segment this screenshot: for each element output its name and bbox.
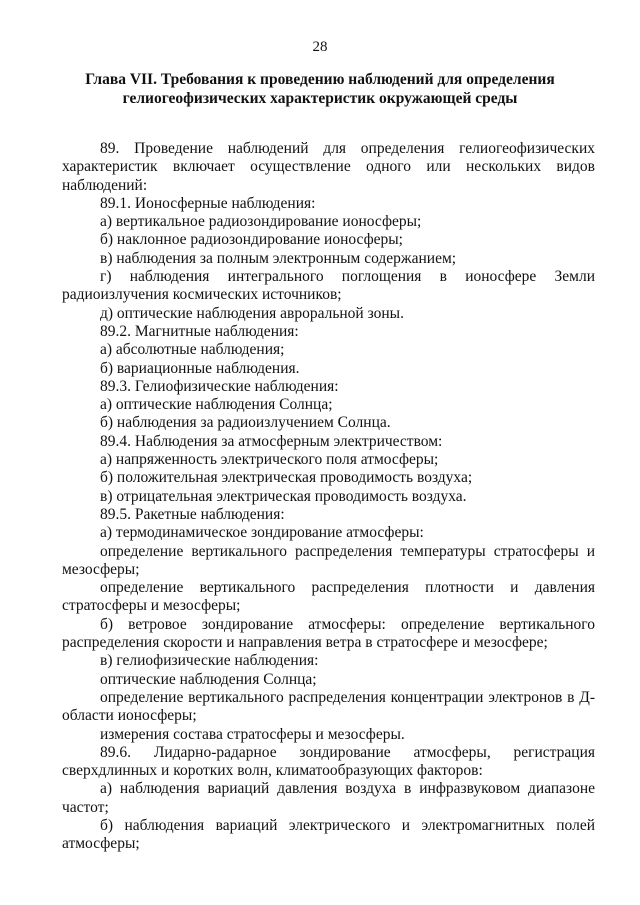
paragraph: 89. Проведение наблюдений для определения гелиогеофизических характеристик включает осуществление одного или нескольких видов наблюдений:	[62, 140, 595, 194]
chapter-heading	[64, 70, 576, 108]
paragraph: измерения состава стратосферы и мезосферы.	[100, 725, 405, 743]
paragraph: в) наблюдения за полным электронным содержанием;	[100, 249, 457, 267]
chapter-heading-line-2: гелиогеофизических характеристик окружающей среды	[122, 90, 518, 107]
chapter-heading-line-1: Глава VII. Требования к проведению наблюдений для определения	[85, 71, 555, 88]
paragraph: определение вертикального распределения плотности и давления стратосферы и мезосферы;	[62, 579, 595, 615]
paragraph: в) отрицательная электрическая проводимость воздуха.	[100, 487, 467, 505]
paragraph: а) напряженность электрического поля атмосферы;	[100, 451, 439, 469]
page-number: 28	[312, 39, 328, 55]
paragraph: б) наблюдения за радиоизлучением Солнца.	[100, 414, 391, 432]
paragraph: определение вертикального распределения температуры стратосферы и мезосферы;	[62, 542, 595, 578]
paragraph: б) положительная электрическая проводимость воздуха;	[100, 469, 473, 487]
paragraph: 89.5. Ракетные наблюдения:	[100, 505, 285, 523]
paragraph: а) вертикальное радиозондирование ионосферы;	[100, 213, 422, 231]
paragraph: б) наклонное радиозондирование ионосферы;	[100, 231, 403, 249]
paragraph: а) абсолютные наблюдения;	[100, 341, 285, 359]
paragraph: б) наблюдения вариаций электрического и электромагнитных полей атмосферы;	[62, 816, 595, 853]
document-body	[62, 140, 595, 854]
paragraph: а) наблюдения вариаций давления воздуха в инфразвуковом диапазоне частот;	[62, 780, 595, 816]
paragraph: д) оптические наблюдения авроральной зоны.	[100, 304, 404, 322]
paragraph: 89.3. Гелиофизические наблюдения:	[100, 377, 339, 395]
paragraph: оптические наблюдения Солнца;	[100, 670, 317, 688]
paragraph: 89.1. Ионосферные наблюдения:	[100, 194, 316, 212]
paragraph: 89.6. Лидарно-радарное зондирование атмосферы, регистрация сверхдлинных и коротких волн, климатообразующих факторов:	[62, 743, 595, 780]
paragraph: 89.4. Наблюдения за атмосферным электричеством:	[100, 432, 443, 450]
paragraph: в) гелиофизические наблюдения:	[100, 652, 319, 670]
paragraph: а) термодинамическое зондирование атмосферы:	[100, 524, 424, 542]
paragraph: г) наблюдения интегрального поглощения в ионосфере Земли радиоизлучения космических источников;	[62, 268, 595, 304]
paragraph: определение вертикального распределения концентрации электронов в Д-области ионосферы;	[62, 688, 595, 725]
paragraph: 89.2. Магнитные наблюдения:	[100, 322, 299, 340]
paragraph: б) вариационные наблюдения.	[100, 359, 300, 377]
paragraph: а) оптические наблюдения Солнца;	[100, 396, 333, 414]
paragraph: б) ветровое зондирование атмосферы: определение вертикального распределения скорости и направления ветра в стратосфере и мезосфере;	[62, 615, 595, 652]
